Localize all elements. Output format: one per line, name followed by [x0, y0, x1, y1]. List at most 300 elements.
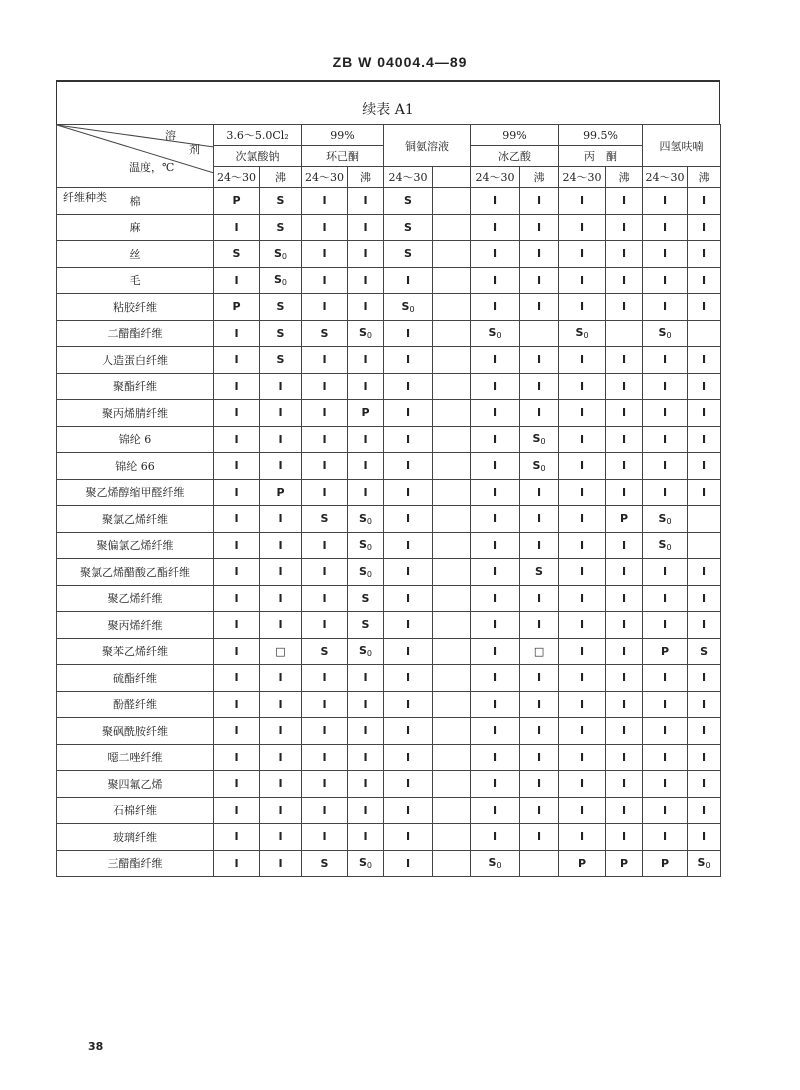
fibre-name: 聚氯乙烯纤维 — [57, 506, 214, 533]
solubility-cell: S — [520, 559, 559, 586]
solubility-cell: I — [348, 665, 384, 692]
solubility-cell: I — [606, 771, 643, 798]
solubility-cell: I — [471, 638, 520, 665]
solubility-cell: I — [606, 665, 643, 692]
solubility-cell: S — [688, 638, 721, 665]
header-label-agent: 剂 — [189, 143, 200, 156]
table-row — [57, 347, 721, 374]
solubility-cell: I — [471, 294, 520, 321]
solubility-cell: I — [302, 771, 348, 798]
solubility-cell: I — [214, 850, 260, 877]
table-row — [57, 241, 721, 268]
solubility-cell — [433, 850, 471, 877]
solubility-cell: I — [348, 718, 384, 745]
table-row — [57, 426, 721, 453]
solubility-cell: I — [348, 267, 384, 294]
solubility-cell: I — [520, 612, 559, 639]
solubility-cell: I — [302, 373, 348, 400]
solubility-cell: I — [260, 850, 302, 877]
solubility-cell: P — [606, 850, 643, 877]
solubility-cell: I — [688, 824, 721, 851]
solubility-cell: I — [559, 797, 606, 824]
solubility-cell: I — [559, 559, 606, 586]
solubility-cell: I — [348, 214, 384, 241]
solubility-cell: I — [643, 294, 688, 321]
table-row — [57, 771, 721, 798]
solubility-cell: I — [606, 214, 643, 241]
solubility-cell: I — [520, 241, 559, 268]
solubility-cell — [433, 532, 471, 559]
solubility-cell: I — [384, 400, 433, 427]
solubility-cell — [433, 241, 471, 268]
solubility-cell: I — [559, 771, 606, 798]
solubility-cell: I — [688, 188, 721, 215]
solubility-cell: $S_0$ — [643, 506, 688, 533]
table-row — [57, 665, 721, 692]
solubility-cell: I — [471, 718, 520, 745]
solubility-cell: S — [302, 638, 348, 665]
solubility-cell: I — [520, 585, 559, 612]
solubility-cell: $S_0$ — [520, 426, 559, 453]
solubility-cell: I — [606, 638, 643, 665]
solubility-cell: I — [471, 691, 520, 718]
solubility-cell: I — [302, 532, 348, 559]
table-row — [57, 294, 721, 321]
table-row — [57, 797, 721, 824]
table-row — [57, 479, 721, 506]
solubility-cell — [688, 532, 721, 559]
solubility-cell: I — [384, 718, 433, 745]
solubility-cell: I — [302, 585, 348, 612]
solubility-cell: I — [559, 479, 606, 506]
fibre-name: 锦纶 6 — [57, 426, 214, 453]
subscript-zero: 0 — [496, 861, 502, 871]
solubility-cell: I — [214, 771, 260, 798]
fibre-name: 聚乙烯纤维 — [57, 585, 214, 612]
solubility-cell: I — [348, 797, 384, 824]
solubility-cell — [433, 665, 471, 692]
solubility-cell: I — [471, 665, 520, 692]
solubility-cell: I — [384, 824, 433, 851]
table-row — [57, 612, 721, 639]
solubility-cell: I — [559, 188, 606, 215]
solubility-cell: I — [643, 691, 688, 718]
solubility-cell: I — [643, 718, 688, 745]
solubility-cell: I — [384, 797, 433, 824]
solubility-cell: I — [471, 744, 520, 771]
temperature-cell: 24～30 — [559, 167, 606, 188]
solubility-cell: I — [302, 188, 348, 215]
solubility-cell: S — [260, 320, 302, 347]
solubility-cell: I — [214, 373, 260, 400]
solubility-cell: I — [348, 479, 384, 506]
solubility-cell: I — [214, 559, 260, 586]
solubility-cell: I — [260, 585, 302, 612]
solubility-cell: I — [688, 559, 721, 586]
solubility-cell: I — [471, 453, 520, 480]
solubility-cell: I — [302, 453, 348, 480]
solubility-cell: I — [471, 188, 520, 215]
solubility-cell: P — [643, 850, 688, 877]
solubility-cell: I — [260, 665, 302, 692]
solubility-cell: I — [214, 214, 260, 241]
solubility-cell: I — [384, 373, 433, 400]
solubility-cell: I — [559, 585, 606, 612]
solubility-cell: I — [471, 373, 520, 400]
solubility-cell: I — [348, 241, 384, 268]
temperature-cell: 24～30 — [384, 167, 433, 188]
solubility-cell: S — [260, 188, 302, 215]
solubility-cell: P — [214, 294, 260, 321]
solubility-cell: I — [214, 744, 260, 771]
subscript-zero: 0 — [705, 861, 711, 871]
solubility-table — [56, 124, 721, 877]
solubility-cell: $S_0$ — [348, 532, 384, 559]
solubility-cell: I — [260, 559, 302, 586]
solubility-cell — [433, 797, 471, 824]
solubility-cell: I — [471, 559, 520, 586]
solubility-cell: I — [520, 824, 559, 851]
solubility-cell: I — [384, 347, 433, 374]
subscript-zero: 0 — [366, 516, 373, 526]
solubility-cell: I — [688, 214, 721, 241]
solubility-cell: S — [302, 320, 348, 347]
solubility-cell: I — [520, 479, 559, 506]
table-row — [57, 744, 721, 771]
fibre-name: 棉 — [57, 188, 214, 215]
solubility-cell: I — [214, 665, 260, 692]
solubility-cell: I — [559, 373, 606, 400]
solubility-cell: I — [643, 188, 688, 215]
solubility-cell: I — [384, 506, 433, 533]
solvent-5: 四氢呋喃 — [643, 125, 721, 167]
solubility-cell — [433, 373, 471, 400]
solubility-cell — [433, 718, 471, 745]
solubility-cell — [606, 320, 643, 347]
table-row — [57, 585, 721, 612]
solubility-cell: I — [606, 373, 643, 400]
solubility-cell: I — [559, 612, 606, 639]
subscript-zero: 0 — [583, 331, 589, 341]
solubility-cell: $S_0$ — [471, 850, 520, 877]
solubility-cell: I — [643, 214, 688, 241]
temperature-cell: 24～30 — [302, 167, 348, 188]
diagonal-header-cell — [57, 125, 214, 204]
solubility-cell: I — [302, 612, 348, 639]
fibre-name: 玻璃纤维 — [57, 824, 214, 851]
solubility-cell: I — [348, 691, 384, 718]
temperature-cell: 24～30 — [643, 167, 688, 188]
solubility-cell: $S_0$ — [643, 320, 688, 347]
table-row — [57, 506, 721, 533]
solubility-cell: I — [471, 532, 520, 559]
solubility-cell: I — [471, 585, 520, 612]
table-row — [57, 453, 721, 480]
solubility-cell: I — [643, 373, 688, 400]
solubility-cell: I — [348, 347, 384, 374]
solubility-cell: I — [260, 771, 302, 798]
solubility-cell: I — [520, 771, 559, 798]
solubility-cell: I — [520, 267, 559, 294]
subscript-zero: 0 — [540, 437, 546, 447]
subscript-zero: 0 — [281, 251, 288, 261]
solubility-cell: I — [520, 373, 559, 400]
solubility-cell: I — [302, 824, 348, 851]
fibre-name: 聚丙烯纤维 — [57, 612, 214, 639]
solubility-cell: S — [348, 612, 384, 639]
solubility-cell: I — [302, 426, 348, 453]
solubility-cell: I — [302, 400, 348, 427]
solubility-cell: I — [384, 267, 433, 294]
solubility-cell: I — [260, 453, 302, 480]
solubility-cell: I — [214, 479, 260, 506]
solubility-cell: I — [348, 453, 384, 480]
fibre-name: 聚氯乙烯醋酸乙酯纤维 — [57, 559, 214, 586]
solubility-cell: I — [260, 532, 302, 559]
temperature-cell: 沸 — [520, 167, 559, 188]
solubility-cell: I — [520, 400, 559, 427]
solubility-cell: I — [688, 612, 721, 639]
solubility-cell: I — [520, 347, 559, 374]
table-row — [57, 400, 721, 427]
solubility-cell: S — [384, 214, 433, 241]
solubility-cell: I — [384, 612, 433, 639]
table-row — [57, 691, 721, 718]
solubility-cell — [433, 294, 471, 321]
solubility-cell: I — [520, 214, 559, 241]
subscript-zero: 0 — [666, 331, 672, 341]
solubility-cell: I — [520, 797, 559, 824]
solubility-cell: I — [348, 188, 384, 215]
solubility-cell: S — [384, 188, 433, 215]
solubility-cell: P — [643, 638, 688, 665]
fibre-name: 聚乙烯醇缩甲醛纤维 — [57, 479, 214, 506]
solubility-cell: I — [471, 347, 520, 374]
solubility-cell: I — [214, 797, 260, 824]
solubility-cell: I — [643, 241, 688, 268]
solubility-cell: I — [688, 718, 721, 745]
solubility-cell: S — [214, 241, 260, 268]
solubility-cell: $S_0$ — [643, 532, 688, 559]
solubility-cell: I — [214, 691, 260, 718]
solubility-cell: I — [384, 638, 433, 665]
temperature-cell: 24～30 — [471, 167, 520, 188]
solubility-cell: I — [606, 400, 643, 427]
solubility-cell: I — [643, 479, 688, 506]
solubility-cell: I — [606, 612, 643, 639]
solubility-cell: I — [559, 638, 606, 665]
solubility-cell: P — [348, 400, 384, 427]
solubility-cell — [433, 453, 471, 480]
solubility-cell: I — [471, 824, 520, 851]
solubility-cell: I — [559, 267, 606, 294]
fibre-name: 毛 — [57, 267, 214, 294]
solubility-cell: I — [348, 426, 384, 453]
subscript-zero: 0 — [666, 543, 672, 553]
solubility-cell: I — [559, 347, 606, 374]
solubility-cell: I — [643, 797, 688, 824]
solvent-4: 丙 酮 — [559, 146, 643, 167]
solubility-cell: I — [471, 479, 520, 506]
solubility-cell: I — [471, 797, 520, 824]
solubility-cell: I — [348, 373, 384, 400]
solubility-cell: I — [214, 453, 260, 480]
solubility-cell: I — [688, 400, 721, 427]
solubility-cell — [433, 479, 471, 506]
solubility-cell: I — [384, 691, 433, 718]
solubility-cell: I — [384, 771, 433, 798]
solubility-cell: I — [559, 214, 606, 241]
table-caption: 续表 A1 — [56, 80, 720, 124]
solubility-cell: I — [606, 241, 643, 268]
solubility-cell: I — [688, 453, 721, 480]
solubility-cell — [433, 638, 471, 665]
concentration-1: 99% — [302, 125, 384, 146]
subscript-zero: 0 — [366, 649, 373, 659]
header-label-temperature: 温度，℃ — [129, 161, 175, 174]
solubility-cell: I — [520, 718, 559, 745]
solubility-cell: $S_0$ — [260, 267, 302, 294]
subscript-zero: 0 — [540, 463, 546, 473]
solubility-cell — [688, 506, 721, 533]
solubility-cell: I — [606, 188, 643, 215]
solubility-cell: I — [302, 797, 348, 824]
solubility-cell: I — [559, 241, 606, 268]
temperature-cell: 沸 — [348, 167, 384, 188]
temperature-cell: 沸 — [688, 167, 721, 188]
solubility-cell: I — [302, 559, 348, 586]
solubility-cell: S — [260, 294, 302, 321]
solubility-cell: I — [384, 532, 433, 559]
fibre-name: 石棉纤维 — [57, 797, 214, 824]
table-row — [57, 638, 721, 665]
solubility-cell: I — [559, 824, 606, 851]
solubility-cell: I — [643, 400, 688, 427]
solubility-cell: I — [214, 638, 260, 665]
solubility-cell: I — [214, 824, 260, 851]
solubility-cell: I — [688, 373, 721, 400]
solubility-cell: I — [559, 453, 606, 480]
solubility-cell: I — [260, 373, 302, 400]
solubility-cell: I — [688, 691, 721, 718]
page-number: 38 — [88, 1040, 104, 1053]
table-row — [57, 532, 721, 559]
solubility-cell: I — [606, 824, 643, 851]
solubility-cell: I — [384, 479, 433, 506]
solubility-cell: I — [606, 532, 643, 559]
solubility-cell — [433, 400, 471, 427]
solubility-cell: I — [559, 294, 606, 321]
solubility-cell: $S_0$ — [348, 506, 384, 533]
solubility-cell: I — [471, 267, 520, 294]
solubility-cell: I — [606, 797, 643, 824]
solubility-cell: $S_0$ — [260, 241, 302, 268]
solubility-cell: I — [302, 691, 348, 718]
solubility-cell: I — [643, 585, 688, 612]
solubility-cell — [433, 267, 471, 294]
solubility-cell: $S_0$ — [559, 320, 606, 347]
solubility-cell: I — [384, 744, 433, 771]
solubility-cell: I — [302, 294, 348, 321]
fibre-name: 噁二唑纤维 — [57, 744, 214, 771]
solubility-cell: I — [688, 294, 721, 321]
solubility-cell: S — [348, 585, 384, 612]
solubility-cell: S — [260, 214, 302, 241]
solubility-cell: I — [348, 771, 384, 798]
solubility-cell — [433, 691, 471, 718]
solubility-cell: I — [214, 426, 260, 453]
solubility-cell: I — [214, 506, 260, 533]
fibre-name: 人造蛋白纤维 — [57, 347, 214, 374]
solubility-cell: $S_0$ — [471, 320, 520, 347]
solubility-cell: I — [348, 744, 384, 771]
table-row — [57, 214, 721, 241]
table-row — [57, 824, 721, 851]
fibre-name: 丝 — [57, 241, 214, 268]
solvent-3: 冰乙酸 — [471, 146, 559, 167]
solubility-cell — [433, 188, 471, 215]
subscript-zero: 0 — [366, 331, 373, 341]
solubility-cell: I — [302, 718, 348, 745]
solubility-cell: I — [606, 426, 643, 453]
table-row — [57, 559, 721, 586]
fibre-name: 聚砜酰胺纤维 — [57, 718, 214, 745]
solubility-cell: I — [520, 744, 559, 771]
solubility-cell: I — [559, 400, 606, 427]
solubility-cell: I — [471, 426, 520, 453]
solubility-cell — [520, 320, 559, 347]
solubility-cell: I — [606, 585, 643, 612]
solubility-cell: P — [606, 506, 643, 533]
solubility-cell: I — [384, 426, 433, 453]
solubility-cell: I — [471, 241, 520, 268]
solubility-cell: I — [520, 691, 559, 718]
solubility-cell: I — [643, 665, 688, 692]
solubility-cell: I — [643, 771, 688, 798]
solubility-cell: S — [302, 850, 348, 877]
solvent-1: 环己酮 — [302, 146, 384, 167]
fibre-name: 聚酯纤维 — [57, 373, 214, 400]
solubility-cell: I — [260, 797, 302, 824]
solubility-cell: I — [643, 744, 688, 771]
solubility-cell: I — [643, 267, 688, 294]
solubility-cell: I — [559, 665, 606, 692]
fibre-name: 三醋酯纤维 — [57, 850, 214, 877]
solubility-cell: P — [214, 188, 260, 215]
standard-code: ZB W 04004.4—89 — [332, 54, 468, 70]
fibre-name: 聚丙烯腈纤维 — [57, 400, 214, 427]
solubility-cell — [520, 850, 559, 877]
subscript-zero: 0 — [366, 543, 373, 553]
subscript-zero: 0 — [366, 861, 373, 871]
fibre-name: 聚偏氯乙烯纤维 — [57, 532, 214, 559]
solubility-cell: I — [520, 294, 559, 321]
solubility-cell: I — [606, 479, 643, 506]
solubility-cell: I — [606, 347, 643, 374]
solubility-cell: I — [384, 850, 433, 877]
solubility-cell: I — [471, 400, 520, 427]
solubility-cell: I — [643, 824, 688, 851]
solubility-cell: I — [302, 214, 348, 241]
solubility-cell: P — [559, 850, 606, 877]
solubility-cell: I — [559, 744, 606, 771]
solubility-cell: I — [559, 691, 606, 718]
subscript-zero: 0 — [366, 569, 373, 579]
solubility-cell: I — [471, 771, 520, 798]
solubility-cell: I — [384, 453, 433, 480]
solubility-cell — [433, 320, 471, 347]
solubility-cell: I — [606, 691, 643, 718]
